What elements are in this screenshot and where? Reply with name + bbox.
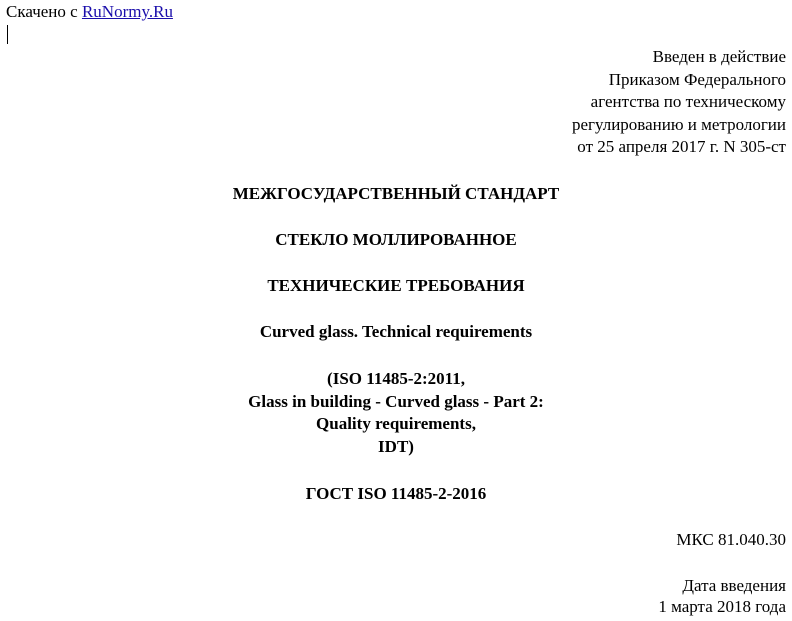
introduction-date-block xyxy=(658,575,786,617)
introduction-label: Дата введения xyxy=(682,576,786,595)
text-cursor xyxy=(7,25,8,44)
document-subtitle-ru-text: ТЕХНИЧЕСКИЕ ТРЕБОВАНИЯ xyxy=(267,276,525,295)
enactment-line: Приказом Федерального xyxy=(608,69,786,89)
iso-reference-line: Quality requirements, xyxy=(316,414,476,434)
iso-reference-line: Glass in building - Curved glass - Part 2: xyxy=(248,391,544,411)
iso-reference-block xyxy=(0,368,792,459)
source-link[interactable]: RuNormy.Ru xyxy=(81,2,173,21)
mks-code: МКС 81.040.30 xyxy=(676,530,786,549)
gost-code-text: ГОСТ ISO 11485-2-2016 xyxy=(305,484,487,503)
iso-reference-line: (ISO 11485-2:2011, xyxy=(327,369,465,388)
iso-reference-line: IDT) xyxy=(378,437,414,457)
enactment-line: от 25 апреля 2017 г. N 305-ст xyxy=(577,137,786,156)
enactment-line: Введен в действие xyxy=(652,47,786,66)
document-title-ru-text: СТЕКЛО МОЛЛИРОВАННОЕ xyxy=(275,230,517,249)
introduction-date: 1 марта 2018 года xyxy=(658,597,786,616)
gost-code-heading xyxy=(0,483,792,505)
document-title-ru xyxy=(0,229,792,251)
document-title-en-text: Curved glass. Technical requirements xyxy=(259,322,533,341)
enactment-block xyxy=(572,46,786,159)
source-line xyxy=(6,2,173,22)
standard-type-text: МЕЖГОСУДАРСТВЕННЫЙ СТАНДАРТ xyxy=(232,184,560,203)
document-title-en xyxy=(0,321,792,343)
source-prefix: Скачено с xyxy=(6,2,82,21)
mks-block xyxy=(676,529,786,550)
standard-type-heading xyxy=(0,183,792,205)
enactment-line: агентства по техническому xyxy=(590,92,786,111)
document-subtitle-ru xyxy=(0,275,792,297)
enactment-line: регулированию и метрологии xyxy=(571,114,786,134)
